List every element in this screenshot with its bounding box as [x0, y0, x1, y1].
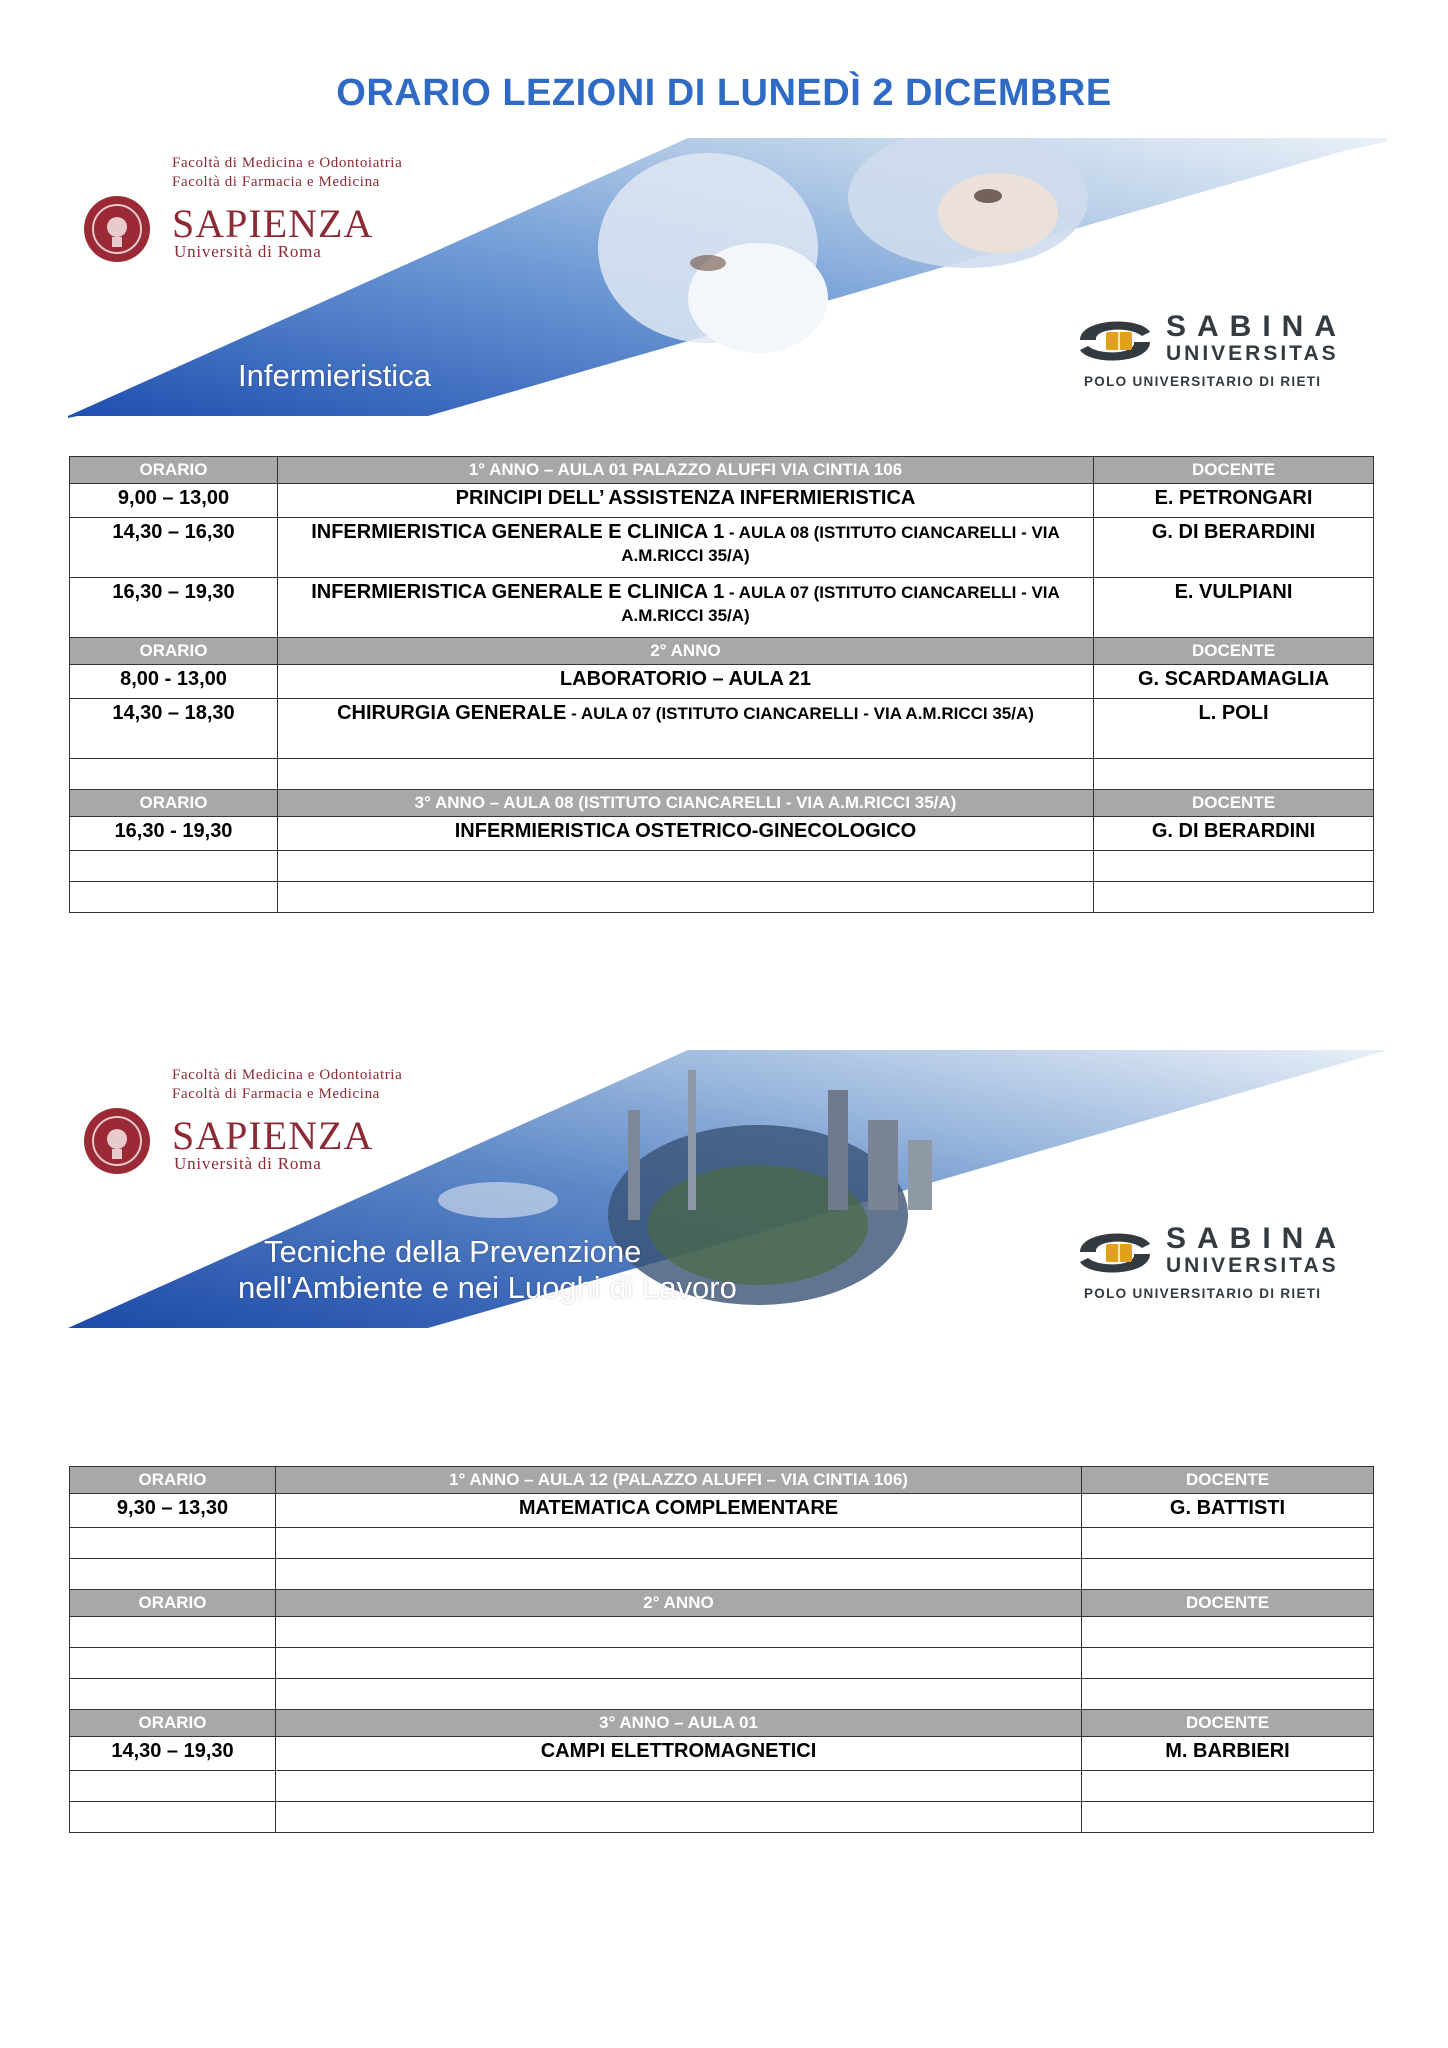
subject-name: INFERMIERISTICA GENERALE E CLINICA 1: [311, 581, 725, 603]
sabina-word: SABINA: [1166, 1222, 1348, 1255]
time-cell: 14,30 – 18,30: [70, 699, 278, 759]
time-cell: 14,30 – 16,30: [70, 518, 278, 578]
header-row: [70, 1710, 1374, 1737]
teacher-cell: G. SCARDAMAGLIA: [1094, 665, 1374, 699]
empty-row: [70, 1802, 1374, 1833]
table-row: [70, 699, 1374, 759]
universita-label: Università di Roma: [174, 242, 322, 261]
subject-cell: [278, 578, 1094, 638]
sabina-logo: [1070, 1222, 1370, 1312]
empty-row: [70, 759, 1374, 790]
faculty-line-1: Facoltà di Medicina e Odontoiatria: [172, 155, 403, 171]
subject-cell: CAMPI ELETTROMAGNETICI: [276, 1737, 1082, 1771]
header-year: 1° ANNO – AULA 12 (PALAZZO ALUFFI – VIA CINTIA 106): [276, 1467, 1082, 1494]
header-row: [70, 638, 1374, 665]
empty-row: [70, 1771, 1374, 1802]
header-docente: DOCENTE: [1094, 457, 1374, 484]
header-docente: DOCENTE: [1082, 1590, 1374, 1617]
empty-row: [70, 851, 1374, 882]
sabina-word: SABINA: [1166, 310, 1348, 343]
table-row: [70, 665, 1374, 699]
table-row: [70, 1737, 1374, 1771]
header-year: 2° ANNO: [276, 1590, 1082, 1617]
header-docente: DOCENTE: [1094, 638, 1374, 665]
header-row: [70, 1467, 1374, 1494]
sapienza-seal-icon: [82, 1106, 152, 1176]
header-orario: ORARIO: [70, 638, 278, 665]
subject-name: CHIRURGIA GENERALE: [337, 702, 567, 724]
sabina-logo: [1070, 310, 1370, 400]
subject-name: INFERMIERISTICA OSTETRICO-GINECOLOGICO: [454, 820, 917, 842]
header-year: 3° ANNO – AULA 08 (ISTITUTO CIANCARELLI - VIA A.M.RICCI 35/A): [278, 790, 1094, 817]
empty-row: [70, 1679, 1374, 1710]
teacher-cell: E. VULPIANI: [1094, 578, 1374, 638]
banner-tecniche-prevenzione: [68, 1050, 1388, 1330]
time-cell: 16,30 - 19,30: [70, 817, 278, 851]
subject-cell: [278, 484, 1094, 518]
header-docente: DOCENTE: [1082, 1710, 1374, 1737]
teacher-cell: E. PETRONGARI: [1094, 484, 1374, 518]
table-row: [70, 518, 1374, 578]
teacher-cell: G. DI BERARDINI: [1094, 518, 1374, 578]
time-cell: 9,30 – 13,30: [70, 1494, 276, 1528]
schedule-table-infermieristica: [69, 456, 1374, 913]
subject-cell: MATEMATICA COMPLEMENTARE: [276, 1494, 1082, 1528]
empty-row: [70, 882, 1374, 913]
course-name-line-1: Tecniche della Prevenzione: [264, 1234, 642, 1269]
header-orario: ORARIO: [70, 1467, 276, 1494]
header-orario: ORARIO: [70, 790, 278, 817]
teacher-cell: G. DI BERARDINI: [1094, 817, 1374, 851]
subject-name: PRINCIPI DELL’ ASSISTENZA INFERMIERISTICA: [455, 487, 916, 509]
subject-note: - AULA 08 (ISTITUTO CIANCARELLI - VIA A.M.RICCI 35/A): [621, 523, 1060, 565]
sabina-universitas: UNIVERSITAS: [1166, 1254, 1339, 1277]
subject-cell: [278, 699, 1094, 759]
subject-note: - AULA 07 (ISTITUTO CIANCARELLI - VIA A.M.RICCI 35/A): [621, 583, 1060, 625]
sabina-book-icon: [1070, 310, 1162, 370]
header-orario: ORARIO: [70, 1590, 276, 1617]
sapienza-wordmark: SAPIENZA: [172, 1113, 374, 1158]
time-cell: 16,30 – 19,30: [70, 578, 278, 638]
subject-note: - AULA 07 (ISTITUTO CIANCARELLI - VIA A.M.RICCI 35/A): [566, 704, 1034, 723]
universita-label: Università di Roma: [174, 1154, 322, 1173]
empty-row: [70, 1528, 1374, 1559]
course-name: Infermieristica: [238, 358, 431, 393]
faculty-line-2: Facoltà di Farmacia e Medicina: [172, 1086, 380, 1102]
empty-row: [70, 1648, 1374, 1679]
eye-icon: [690, 255, 726, 271]
teacher-cell: M. BARBIERI: [1082, 1737, 1374, 1771]
table-row: [70, 578, 1374, 638]
teacher-cell: L. POLI: [1094, 699, 1374, 759]
faculty-line-2: Facoltà di Farmacia e Medicina: [172, 174, 380, 190]
subject-name: INFERMIERISTICA GENERALE E CLINICA 1: [311, 521, 725, 543]
header-row: [70, 1590, 1374, 1617]
sabina-polo: POLO UNIVERSITARIO DI RIETI: [1084, 374, 1322, 389]
schedule-table-tecniche-prevenzione: [69, 1466, 1374, 1833]
faculty-line-1: Facoltà di Medicina e Odontoiatria: [172, 1067, 403, 1083]
course-name-line-2: nell'Ambiente e nei Luoghi di Lavoro: [238, 1270, 737, 1305]
table-row: [70, 817, 1374, 851]
subject-cell: [278, 518, 1094, 578]
header-orario: ORARIO: [70, 1710, 276, 1737]
subject-cell: [278, 817, 1094, 851]
sabina-polo: POLO UNIVERSITARIO DI RIETI: [1084, 1286, 1322, 1301]
sapienza-wordmark: SAPIENZA: [172, 201, 374, 246]
header-docente: DOCENTE: [1082, 1467, 1374, 1494]
header-year: 3° ANNO – AULA 01: [276, 1710, 1082, 1737]
sabina-book-icon: [1070, 1222, 1162, 1282]
sabina-universitas: UNIVERSITAS: [1166, 342, 1339, 365]
banner-infermieristica: [68, 138, 1388, 418]
time-cell: 14,30 – 19,30: [70, 1737, 276, 1771]
time-cell: 9,00 – 13,00: [70, 484, 278, 518]
header-row: [70, 790, 1374, 817]
subject-cell: [278, 665, 1094, 699]
empty-row: [70, 1617, 1374, 1648]
header-docente: DOCENTE: [1094, 790, 1374, 817]
header-row: [70, 457, 1374, 484]
table-row: [70, 1494, 1374, 1528]
teacher-cell: G. BATTISTI: [1082, 1494, 1374, 1528]
header-year: 2° ANNO: [278, 638, 1094, 665]
header-year: 1° ANNO – AULA 01 PALAZZO ALUFFI VIA CINTIA 106: [278, 457, 1094, 484]
time-cell: 8,00 - 13,00: [70, 665, 278, 699]
empty-row: [70, 1559, 1374, 1590]
table-row: [70, 484, 1374, 518]
sapienza-seal-icon: [82, 194, 152, 264]
header-orario: ORARIO: [70, 457, 278, 484]
page-title: ORARIO LEZIONI DI LUNEDÌ 2 DICEMBRE: [336, 72, 1112, 114]
subject-name: LABORATORIO – AULA 21: [559, 668, 812, 690]
